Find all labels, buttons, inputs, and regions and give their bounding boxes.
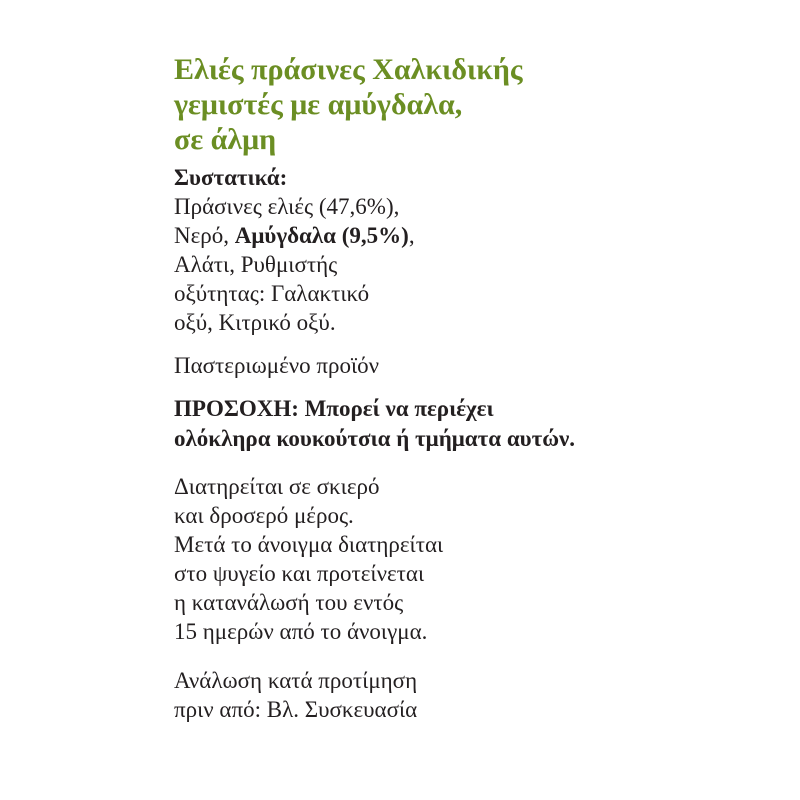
best-before-line: πριν από: Βλ. Συσκευασία xyxy=(174,697,418,722)
product-title xyxy=(174,52,774,157)
product-label xyxy=(174,52,774,724)
title-line: γεμιστές με αμύγδαλα, xyxy=(174,88,463,121)
storage-line: Διατηρείται σε σκιερό xyxy=(174,474,380,499)
warning-line: ολόκληρα κουκούτσια ή τμήματα αυτών. xyxy=(174,426,576,451)
best-before-line: Ανάλωση κατά προτίμηση xyxy=(174,668,418,693)
ingredients-heading: Συστατικά: xyxy=(174,165,288,190)
title-line: σε άλμη xyxy=(174,123,277,156)
storage-line: και δροσερό μέρος. xyxy=(174,503,354,528)
warning-notice xyxy=(174,394,774,454)
ingredients-line: Πράσινες ελιές (47,6%), xyxy=(174,194,400,219)
title-line: Ελιές πράσινες Χαλκιδικής xyxy=(174,53,523,86)
ingredients-line: Αλάτι, Ρυθμιστής xyxy=(174,252,338,277)
ingredients-text: , xyxy=(408,223,415,248)
ingredients-section xyxy=(174,163,774,337)
ingredients-text: Νερό, xyxy=(174,223,235,248)
ingredients-line: οξύτητας: Γαλακτικό xyxy=(174,281,370,306)
storage-line: 15 ημερών από το άνοιγμα. xyxy=(174,619,428,644)
allergen-almonds: Αμύγδαλα (9,5%) xyxy=(234,223,409,248)
best-before-section xyxy=(174,666,774,724)
ingredients-line: οξύ, Κιτρικό οξύ. xyxy=(174,310,336,335)
ingredients-line xyxy=(174,221,774,250)
pasteurized-note: Παστεριωμένο προϊόν xyxy=(174,353,380,378)
storage-line: Μετά το άνοιγμα διατηρείται xyxy=(174,532,444,557)
storage-line: η κατανάλωσή του εντός xyxy=(174,590,404,615)
storage-line: στο ψυγείο και προτείνεται xyxy=(174,561,425,586)
warning-line: ΠΡΟΣΟΧΗ: Μπορεί να περιέχει xyxy=(174,396,494,421)
storage-instructions xyxy=(174,472,774,646)
